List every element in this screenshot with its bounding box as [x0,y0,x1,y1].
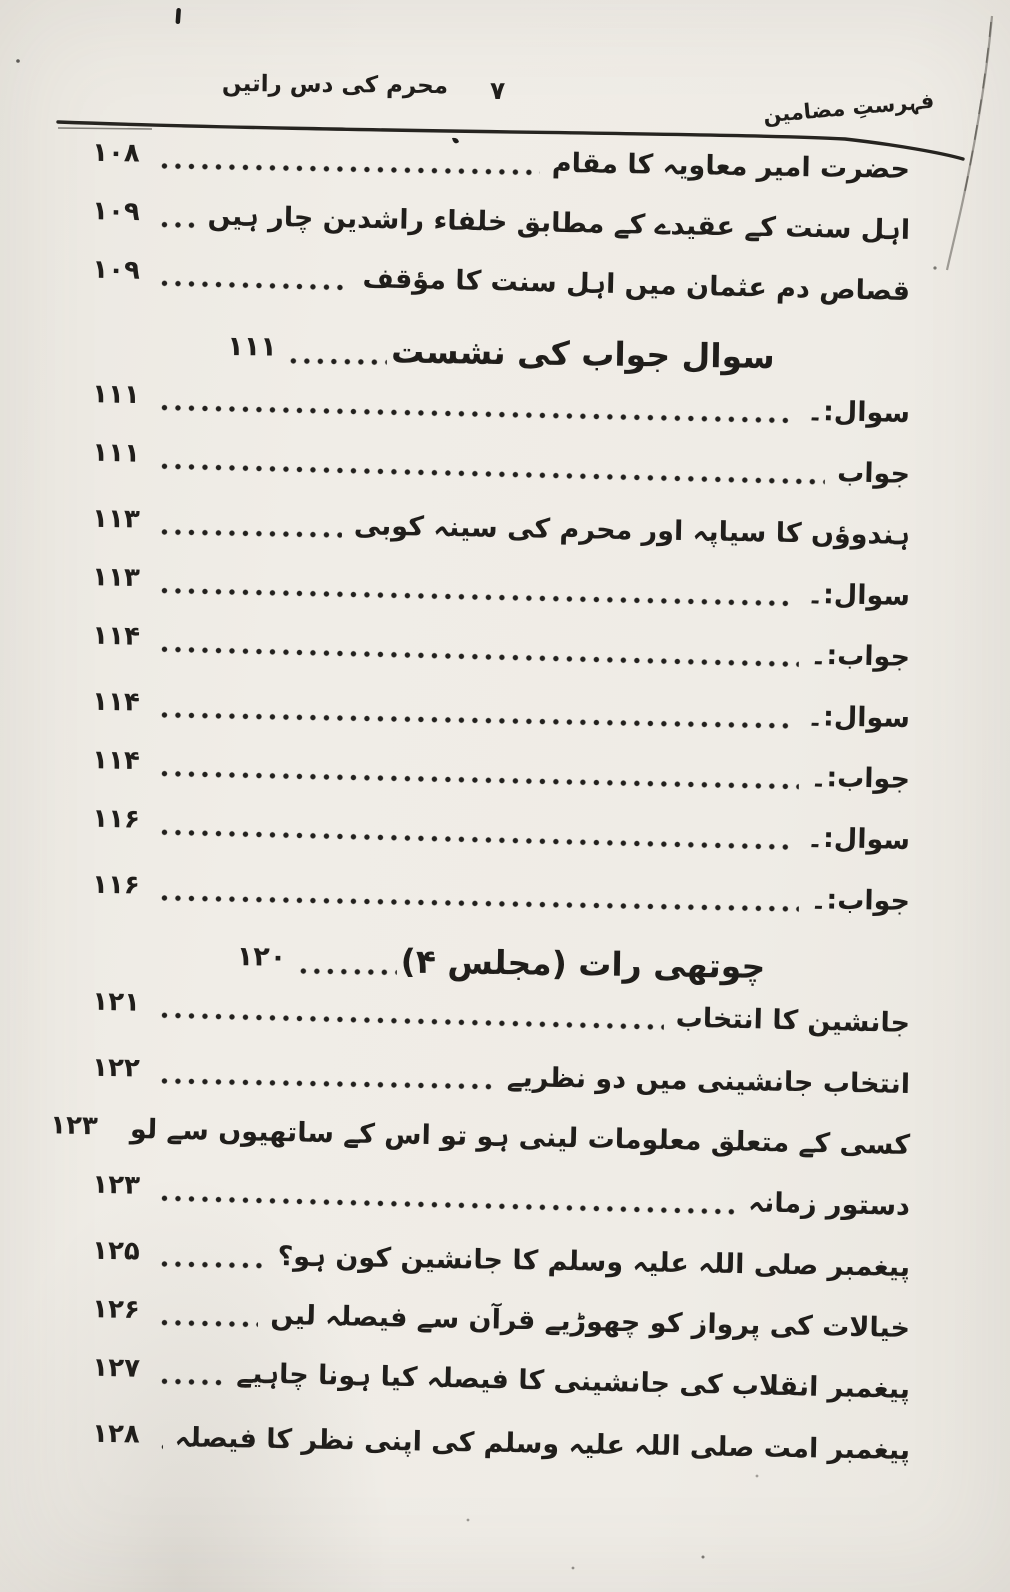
dot-leader [160,1318,258,1328]
toc-entry-row [92,1406,911,1481]
toc-entry-title: دستور زمانہ [748,1187,911,1222]
toc-page-number: ۱۱۶ [91,803,141,835]
toc-heading-title: چوتھی رات (مجلس ۴) [400,941,766,986]
toc-entry-title: سوال:۔ [806,578,911,612]
page-curl-edge [947,16,992,270]
toc-page-number: ۱۱۱ [91,378,141,410]
toc-entry-row [92,857,911,932]
dot-leader [160,710,795,729]
dot-leader [298,966,396,975]
toc-page-number: ۱۱۳ [91,561,141,593]
dot-leader [160,462,825,486]
ink-speck [175,8,181,24]
ink-speck [16,59,20,63]
header-book-title: محرم کی دس راتیں [221,70,449,100]
toc-entry-title: جواب:۔ [810,639,911,673]
toc-list [49,137,911,1481]
header-section-title: فہرستِ مضامین [761,88,935,128]
toc-page-number: ۱۰۹ [91,195,141,227]
toc-entry-title: سوال:۔ [806,395,911,429]
toc-page-number: ۱۲۷ [91,1352,141,1384]
dot-leader [160,220,196,229]
toc-page-number: ۱۲۰ [236,941,287,973]
toc-page-number: ۱۱۱ [227,330,277,363]
toc-entry-title: پیغمبر انقلاب کی جانشینی کا فیصلہ کیا ہونا چاہیے [236,1358,911,1405]
toc-page-number: ۱۲۳ [91,1169,141,1201]
toc-entry-title: اہل سنت کے عقیدے کے مطابق خلفاء راشدین چار ہیں [207,200,911,246]
toc-entry-title: پیغمبر امت صلی اللہ علیہ وسلم کی اپنی نظر کا فیصلہ [174,1422,911,1466]
dot-leader [289,356,387,365]
toc-entry-title: انتخاب جانشینی میں دو نظریے [506,1061,911,1100]
toc-entry-title: جواب [836,457,911,490]
dot-leader [160,1377,224,1387]
dot-leader [160,279,351,292]
dot-leader [160,893,799,912]
toc-page-number: ۱۲۶ [91,1293,141,1325]
dot-leader [160,161,540,176]
toc-entry-title: خیالات کی پرواز کو چھوڑیے قرآن سے فیصلہ لیں [270,1299,911,1344]
toc-page-number: ۱۲۲ [91,1052,141,1084]
ink-speck [467,1519,470,1522]
dot-leader [160,1076,495,1090]
toc-entry-title: قصاص دم عثمان میں اہل سنت کا مؤقف [362,263,911,307]
toc-page-number: ۱۱۳ [91,503,141,535]
dot-leader [160,828,795,851]
toc-entry-title: جواب:۔ [810,761,911,795]
toc-entry-title: حضرت امیر معاویہ کا مقام [551,147,911,185]
toc-entry-title: جواب:۔ [810,884,911,917]
toc-entry-title: پیغمبر صلی اللہ علیہ وسلم کا جانشین کون ہو؟ [277,1240,911,1283]
ink-speck [933,266,936,269]
toc-entry-title: کسی کے متعلق معلومات لینی ہو تو اس کے ساتھیوں سے لو [129,1113,911,1161]
toc-entry-title: سوال:۔ [806,822,911,856]
toc-entry-title: سوال:۔ [806,701,911,734]
header-page-number: ۷ [490,76,506,105]
dot-leader [160,645,799,668]
toc-page-number: ۱۲۵ [91,1235,141,1267]
dot-leader [160,586,795,607]
dot-leader [160,527,342,538]
toc-page-number: ۱۰۸ [91,137,141,169]
ink-speck [702,1556,705,1559]
toc-page-number: ۱۱۴ [91,620,141,652]
toc-page-number: ۱۲۱ [91,986,141,1018]
dot-leader [160,1011,664,1031]
dot-leader [160,403,795,424]
toc-page-number: ۱۱۴ [91,686,141,718]
dot-leader [160,1194,736,1216]
toc-page-number: ۱۱۴ [91,744,141,776]
toc-page-number: ۱۲۸ [91,1418,141,1450]
toc-page-number: ۱۲۳ [49,1109,99,1141]
dot-leader [160,769,799,790]
toc-page-number: ۱۰۹ [91,254,141,286]
toc-entry-title: ہندوؤں کا سیاپہ اور محرم کی سینہ کوبی [353,510,911,551]
page-curl-edge-dark [964,22,991,196]
toc-page-number: ۱۱۱ [91,437,141,469]
ink-speck [572,1567,575,1570]
toc-entry-title: جانشین کا انتخاب [675,1002,911,1039]
dot-leader [160,1259,266,1269]
toc-page-number: ۱۱۶ [91,869,141,901]
toc-heading-title: سوال جواب کی نشست [390,331,776,377]
dot-leader [160,1442,163,1450]
